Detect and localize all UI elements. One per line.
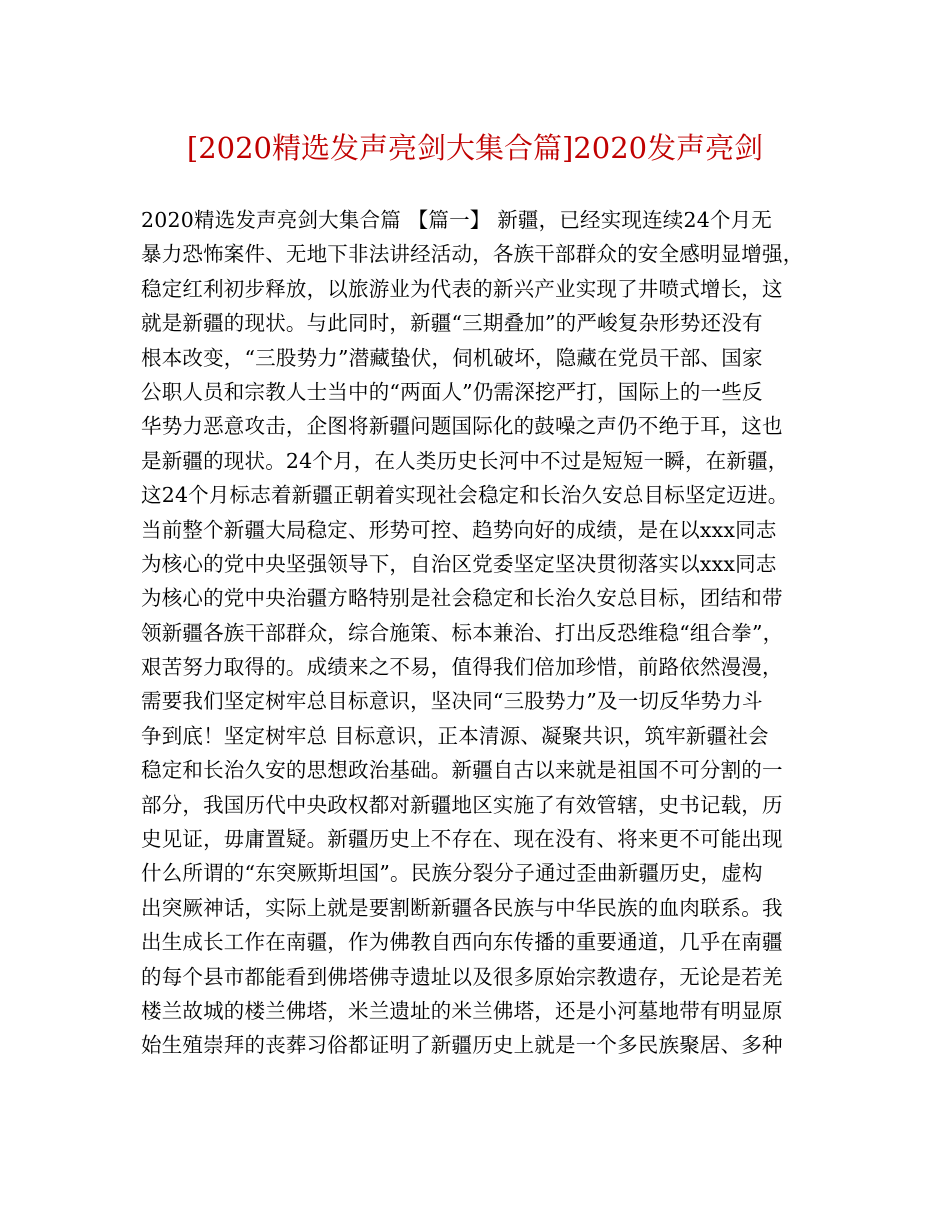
- body-line: 楼兰故城的楼兰佛塔，米兰遗址的米兰佛塔，还是小河墓地带有明显原: [141, 998, 783, 1023]
- body-line: 华势力恶意攻击，企图将新疆问题国际化的鼓噪之声仍不绝于耳，这也: [141, 414, 783, 439]
- body-line: 公职人员和宗教人士当中的“两面人”仍需深挖严打，国际上的一些反: [141, 379, 763, 404]
- body-line: 争到底！坚定树牢总 目标意识，正本清源、凝聚共识，筑牢新疆社会: [141, 723, 769, 748]
- body-line: 部分，我国历代中央政权都对新疆地区实施了有效管辖，史书记载，历: [141, 792, 783, 817]
- body-line: 这24个月标志着新疆正朝着实现社会稳定和长治久安总目标坚定迈进。: [141, 483, 789, 508]
- document-body: [141, 203, 831, 1063]
- body-line: 当前整个新疆大局稳定、形势可控、趋势向好的成绩，是在以xxx同志: [141, 517, 777, 542]
- body-line: 暴力恐怖案件、无地下非法讲经活动，各族干部群众的安全感明显增强，: [141, 242, 804, 267]
- body-line: 的每个县市都能看到佛塔佛寺遗址以及很多原始宗教遗存，无论是若羌: [141, 964, 783, 989]
- body-line: 史见证，毋庸置疑。新疆历史上不存在、现在没有、将来更不可能出现: [141, 827, 783, 852]
- body-line: 领新疆各族干部群众，综合施策、标本兼治、打出反恐维稳“组合拳”，: [141, 620, 784, 645]
- body-line: 根本改变，“三股势力”潜藏蛰伏，伺机破坏，隐藏在党员干部、国家: [141, 345, 763, 370]
- body-line: 为核心的党中央坚强领导下，自治区党委坚定坚决贯彻落实以xxx同志: [141, 551, 777, 576]
- document-title: [2020精选发声亮剑大集合篇]2020发声亮剑: [186, 131, 764, 165]
- body-line: 2020精选发声亮剑大集合篇 【篇一】 新疆，已经实现连续24个月无: [141, 208, 773, 232]
- body-line: 出生成长工作在南疆，作为佛教自西向东传播的重要通道，几乎在南疆: [141, 930, 783, 955]
- body-line: 稳定和长治久安的思想政治基础。新疆自古以来就是祖国不可分割的一: [141, 758, 783, 783]
- body-line: 就是新疆的现状。与此同时，新疆“三期叠加”的严峻复杂形势还没有: [141, 311, 763, 336]
- body-line: 艰苦努力取得的。成绩来之不易，值得我们倍加珍惜，前路依然漫漫，: [141, 655, 783, 680]
- body-line: 稳定红利初步释放，以旅游业为代表的新兴产业实现了井喷式增长，这: [141, 276, 783, 301]
- body-line: 需要我们坚定树牢总目标意识，坚决同“三股势力”及一切反华势力斗: [141, 689, 763, 714]
- body-line: 出突厥神话，实际上就是要割断新疆各民族与中华民族的血肉联系。我: [141, 895, 783, 920]
- body-line: 始生殖崇拜的丧葬习俗都证明了新疆历史上就是一个多民族聚居、多种: [141, 1033, 783, 1058]
- body-line: 是新疆的现状。24个月，在人类历史长河中不过是短短一瞬，在新疆，: [141, 448, 789, 473]
- body-line: 为核心的党中央治疆方略特别是社会稳定和长治久安总目标，团结和带: [141, 586, 783, 611]
- body-line: 什么所谓的“东突厥斯坦国”。民族分裂分子通过歪曲新疆历史，虚构: [141, 861, 763, 886]
